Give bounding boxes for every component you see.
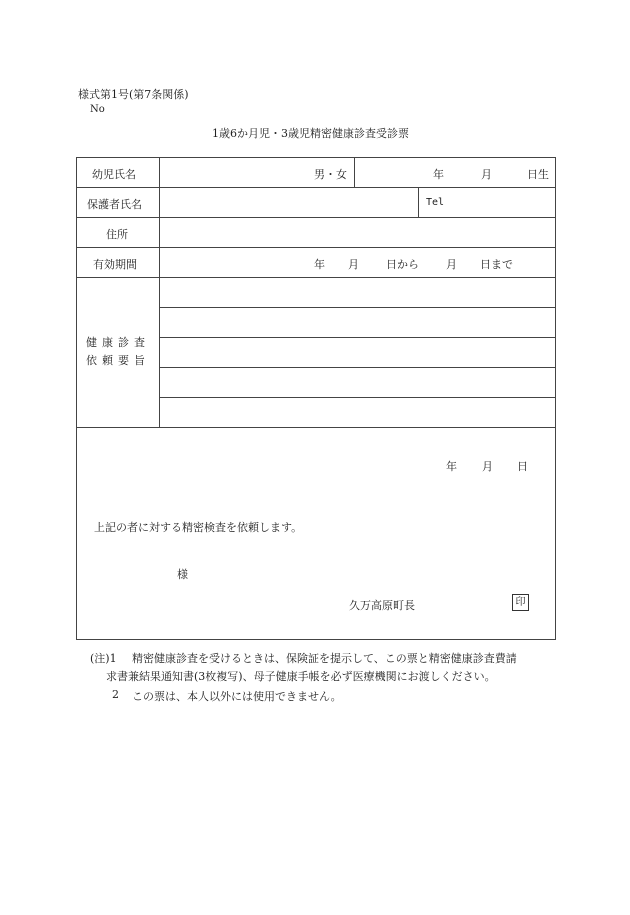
note2-number: 2 <box>112 688 119 701</box>
address-field[interactable] <box>160 223 552 243</box>
request-date-year: 年 <box>446 460 457 473</box>
validity-to-month: 月 <box>446 258 457 271</box>
dob-year: 年 <box>433 168 444 181</box>
gender-dob-divider <box>354 157 355 187</box>
guardian-tel-divider <box>418 187 419 217</box>
note1-line2: 求書兼結果通知書(3枚複写)、母子健康手帳を必ず医療機関にお渡しください。 <box>106 670 496 683</box>
request-line <box>159 307 556 308</box>
guardian-label: 保護者氏名 <box>87 198 142 211</box>
validity-month: 月 <box>348 258 359 271</box>
row-divider <box>76 277 556 278</box>
validity-year: 年 <box>314 258 325 271</box>
note2-text: この票は、本人以外には使用できません。 <box>132 690 342 703</box>
request-label-line1: 健康診査 <box>86 336 150 349</box>
gender-label[interactable]: 男・女 <box>314 168 347 181</box>
request-date-month: 月 <box>482 460 493 473</box>
guardian-name-field[interactable] <box>160 193 412 213</box>
row-divider <box>76 187 556 188</box>
note1-line1: 精密健康診査を受けるときは、保険証を提示して、この票と精密健康診査費請 <box>132 652 517 665</box>
child-name-label: 幼児氏名 <box>92 168 136 181</box>
tel-label: Tel <box>426 197 445 208</box>
row-divider <box>76 427 556 428</box>
row-divider <box>76 247 556 248</box>
seal-stamp: 印 <box>512 594 529 611</box>
request-date-day: 日 <box>517 460 528 473</box>
request-label-line2: 依頼要旨 <box>86 354 150 367</box>
signer: 久万高原町長 <box>349 599 415 612</box>
no-label: No <box>90 104 105 115</box>
dob-month: 月 <box>481 168 492 181</box>
request-message: 上記の者に対する精密検査を依頼します。 <box>94 521 303 534</box>
request-line <box>159 337 556 338</box>
validity-label: 有効期間 <box>93 258 137 271</box>
note-prefix: (注)1 <box>90 652 117 665</box>
address-label: 住所 <box>106 228 128 241</box>
row-divider <box>76 217 556 218</box>
request-line <box>159 397 556 398</box>
dob-day: 日生 <box>527 168 549 181</box>
addressee-suffix: 様 <box>177 568 188 581</box>
request-line <box>159 367 556 368</box>
page-title: 1歳6か月児・3歳児精密健康診査受診票 <box>212 127 409 140</box>
form-number: 様式第1号(第7条関係) <box>78 88 189 101</box>
validity-from: 日から <box>386 258 419 271</box>
validity-until: 日まで <box>480 258 513 271</box>
